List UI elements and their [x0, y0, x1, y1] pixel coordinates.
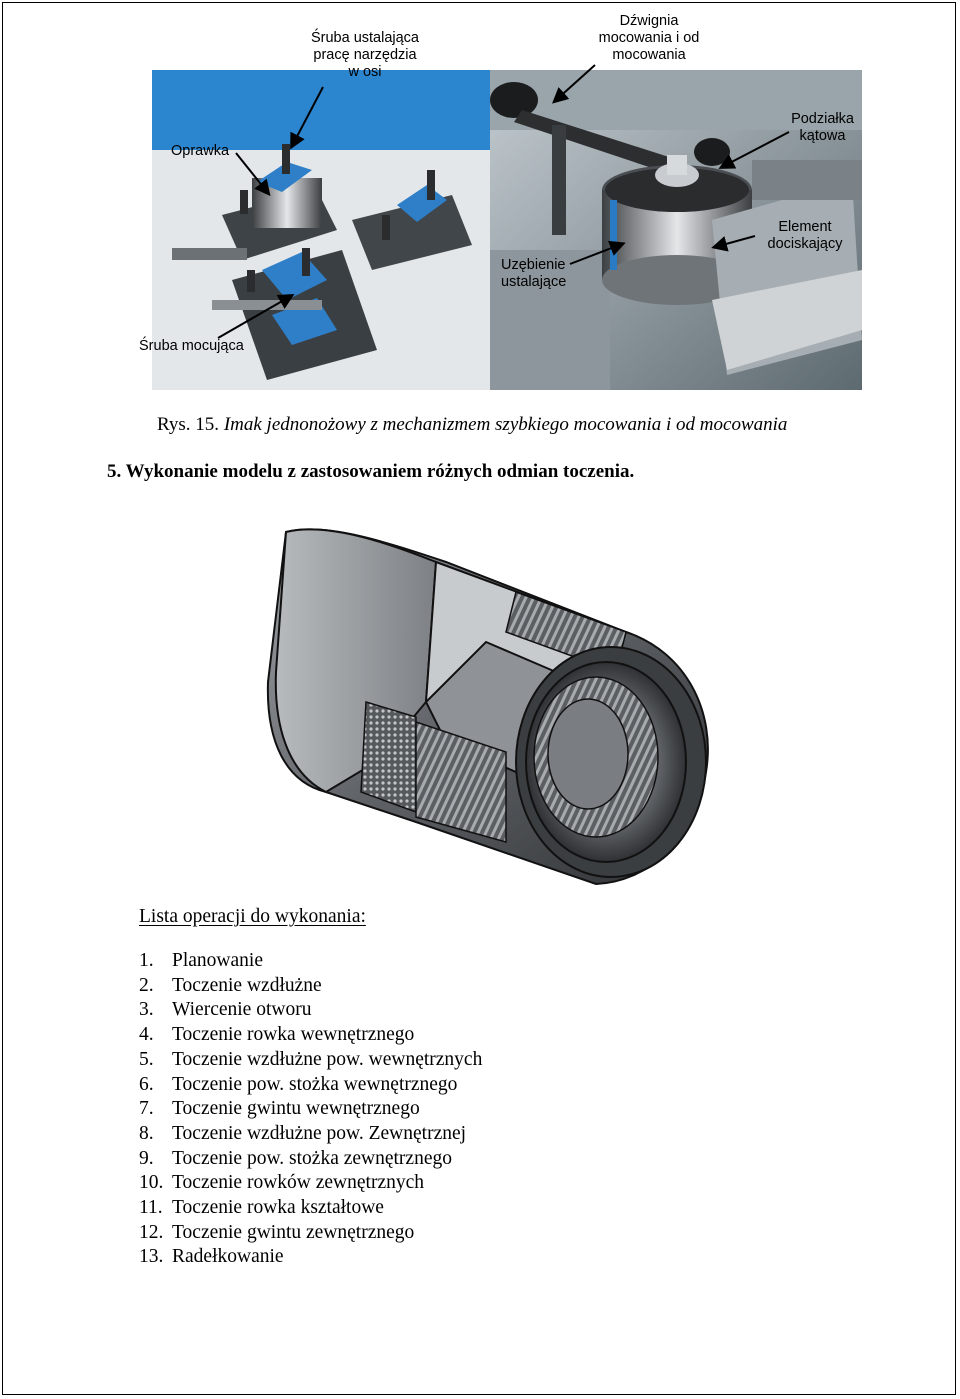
- arrow-sruba-mocujaca: [218, 296, 291, 338]
- list-item: 11. Toczenie rowka kształtowe: [139, 1197, 384, 1219]
- list-item: 13. Radełkowanie: [139, 1246, 284, 1268]
- arrow-podzialka: [722, 132, 789, 167]
- callout-arrows: [0, 0, 960, 420]
- cutaway-model-illustration: [266, 522, 726, 888]
- arrow-sruba-ustalajaca: [292, 87, 323, 146]
- label-sruba-mocujaca: Śruba mocująca: [139, 338, 244, 354]
- arrow-dzwignia: [555, 65, 595, 101]
- operations-title: Lista operacji do wykonania:: [139, 906, 366, 927]
- list-item: 9. Toczenie pow. stożka zewnętrznego: [139, 1147, 452, 1169]
- list-item: 10. Toczenie rowków zewnętrznych: [139, 1172, 425, 1194]
- list-item: 3. Wiercenie otworu: [139, 999, 312, 1021]
- list-item: 5. Toczenie wzdłużne pow. wewnętrznych: [139, 1048, 483, 1070]
- list-item: 8. Toczenie wzdłużne pow. Zewnętrznej: [139, 1122, 467, 1144]
- label-element: Element dociskający: [767, 219, 843, 252]
- label-uzebienie: Uzębienie ustalające: [501, 257, 567, 290]
- list-item: 7. Toczenie gwintu wewnętrznego: [139, 1098, 420, 1120]
- cutaway-model: [266, 522, 726, 888]
- label-oprawka: Oprawka: [171, 143, 230, 159]
- list-item: 6. Toczenie pow. stożka wewnętrznego: [139, 1073, 458, 1095]
- list-item: 4. Toczenie rowka wewnętrznego: [139, 1024, 415, 1046]
- label-sruba-ustalajaca: Śruba ustalająca pracę narzędzia w osi: [310, 30, 419, 80]
- list-item: 1. Planowanie: [139, 950, 263, 971]
- arrow-uzebienie: [570, 244, 622, 264]
- label-dzwignia: Dźwignia mocowania i od mocowania: [598, 13, 700, 63]
- list-item: 2. Toczenie wzdłużne: [139, 974, 322, 996]
- arrow-oprawka: [236, 153, 268, 193]
- list-item: 12. Toczenie gwintu zewnętrznego: [139, 1221, 415, 1243]
- section-heading: 5. Wykonanie modelu z zastosowaniem różnych odmian toczenia.: [107, 461, 635, 482]
- figure-caption: Rys. 15. Imak jednonożowy z mechanizmem szybkiego mocowania i od mocowania: [157, 414, 788, 435]
- operations-list: [139, 949, 482, 1270]
- arrow-element: [715, 236, 755, 247]
- label-podzialka: Podziałka kątowa: [791, 111, 854, 144]
